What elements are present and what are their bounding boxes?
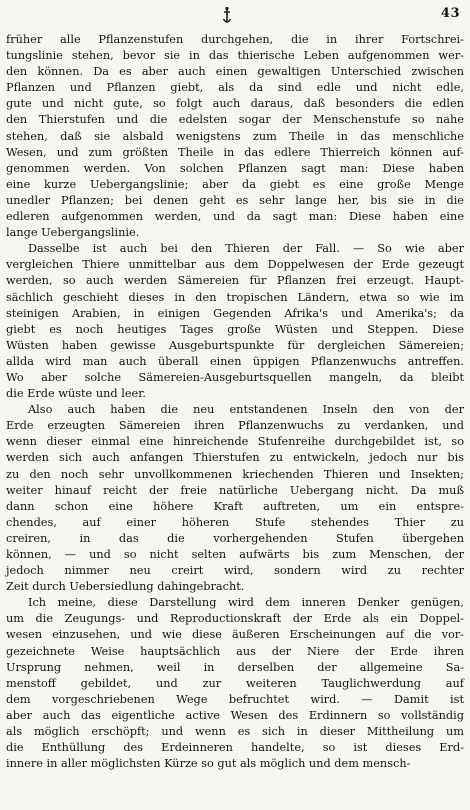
- text-line: Wüsten haben gewisse Ausgeburtspunkte für dergleichen Sämereien;: [6, 338, 464, 352]
- text-line: als möglich erschöpft; und wenn es sich in dieser Mittheilung um: [6, 725, 464, 739]
- text-line: zu den noch sehr unvollkommenen kriechenden Thieren und Insekten;: [6, 467, 464, 481]
- text-line: gezeichnete Weise hauptsächlich aus der Niere der Erde ihren: [6, 644, 464, 658]
- text-line: menstoff gebildet, und zur weiteren Tauglichwerdung auf: [6, 676, 464, 690]
- text-line: früher alle Pflanzenstufen durchgehen, die in ihrer Fortschrei-: [6, 33, 464, 46]
- text-line: creiren, in das die vorhergehenden Stufen übergehen: [6, 531, 464, 545]
- page-header: [0, 0, 470, 34]
- text-line: Zeit durch Uebersiedlung dahingebracht.: [6, 580, 245, 594]
- text-line: giebt es noch heutiges Tages große Wüsten und Steppen. Diese: [6, 322, 464, 336]
- text-line: wesen einzusehen, und wie diese äußeren Erscheinungen auf die vor-: [6, 628, 464, 642]
- text-line: Ich meine, diese Darstellung wird dem inneren Denker genügen,: [28, 596, 464, 610]
- text-line: stehen, daß sie alsbald wenigstens zum Theile in das menschliche: [6, 129, 464, 143]
- text-line: allda wird man auch überall einen üppigen Pflanzenwuchs antreffen.: [6, 354, 464, 368]
- text-line: weiter hinauf reicht der freie natürliche Uebergang nicht. Da muß: [6, 483, 464, 497]
- text-line: vergleichen Thiere unmittelbar aus dem Doppelwesen der Erde gezeugt: [6, 258, 464, 272]
- paragraph: [6, 241, 464, 402]
- text-line: unedler Pflanzen; bei denen geht es sehr lange her, bis sie in die: [6, 193, 464, 207]
- text-line: den Thierstufen und die edelsten sogar der Menschenstufe so nahe: [6, 113, 464, 127]
- text-line: können, — und so nicht selten aufwärts bis zum Menschen, der: [6, 548, 464, 561]
- text-line: sächlich geschieht dieses in den tropischen Ländern, etwa so wie im: [6, 290, 464, 304]
- text-line: werden, so auch werden Sämereien für Pflanzen frei erzeugt. Haupt-: [6, 274, 464, 288]
- text-line: steinigen Arabien, in einigen Gegenden Afrika's und Amerika's; da: [6, 306, 464, 320]
- text-line: innere in aller möglichsten Kürze so gut als möglich und dem mensch-: [6, 757, 411, 771]
- text-line: edleren aufgenommen werden, und da sagt man: Diese haben eine: [6, 210, 464, 224]
- text-line: dann schon eine höhere Kraft auftreten, um ein entspre-: [6, 499, 464, 513]
- text-line: Erde erzeugten Sämereien ihren Pflanzenwuchs zu verdanken, und: [6, 419, 464, 433]
- text-line: Ursprung nehmen, weil in derselben der allgemeine Sa-: [6, 660, 464, 674]
- text-line: Dasselbe ist auch bei den Thieren der Fall. — So wie aber: [28, 242, 464, 256]
- paragraph: [6, 595, 464, 772]
- text-line: Wesen, und zum größten Theile in das edlere Thierreich können auf-: [6, 145, 464, 159]
- paragraph: [6, 402, 464, 595]
- text-line: werden sich auch anfangen Thierstufen zu entwickeln, jedoch nur bis: [6, 451, 464, 465]
- text-line: Also auch haben die neu entstandenen Inseln den von der: [28, 403, 464, 417]
- text-line: die Erde wüste und leer.: [6, 387, 146, 401]
- page-number: 43: [440, 6, 460, 21]
- text-line: jedoch nimmer neu creirt wird, sondern wird zu rechter: [6, 564, 464, 578]
- text-line: um die Zeugungs- und Reproductionskraft der Erde als ein Doppel-: [6, 612, 464, 626]
- body-text: [6, 32, 464, 772]
- text-line: genommen werden. Von solchen Pflanzen sagt man: Diese haben: [6, 161, 464, 175]
- paragraph: [6, 32, 464, 241]
- text-line: Wo aber solche Sämereien-Ausgeburtsquellen mangeln, da bleibt: [6, 370, 464, 384]
- anchor-ornament-icon: [222, 6, 232, 26]
- text-line: dem vorgeschriebenen Wege befruchtet wird. — Damit ist: [6, 692, 464, 706]
- text-line: eine kurze Uebergangslinie; aber da giebt es eine große Menge: [6, 177, 464, 191]
- text-line: Pflanzen und Pflanzen giebt, als da sind edle und nicht edle,: [6, 81, 464, 95]
- text-line: chendes, auf einer höheren Stufe stehendes Thier zu: [6, 515, 464, 529]
- text-line: tungslinie stehen, bevor sie in das thierische Leben aufgenommen wer-: [6, 49, 464, 63]
- text-line: die Enthüllung des Erdeinneren handelte, so ist dieses Erd-: [6, 741, 464, 755]
- text-line: aber auch das eigentliche active Wesen des Erdinnern so vollständig: [6, 708, 464, 722]
- text-line: wenn dieser einmal eine hinreichende Stufenreihe durchgebildet ist, so: [6, 435, 464, 449]
- text-line: gute und nicht gute, so folgt auch daraus, daß besonders die edlen: [6, 97, 464, 111]
- text-line: den können. Da es aber auch einen gewaltigen Unterschied zwischen: [6, 65, 464, 79]
- text-line: lange Uebergangslinie.: [6, 226, 140, 240]
